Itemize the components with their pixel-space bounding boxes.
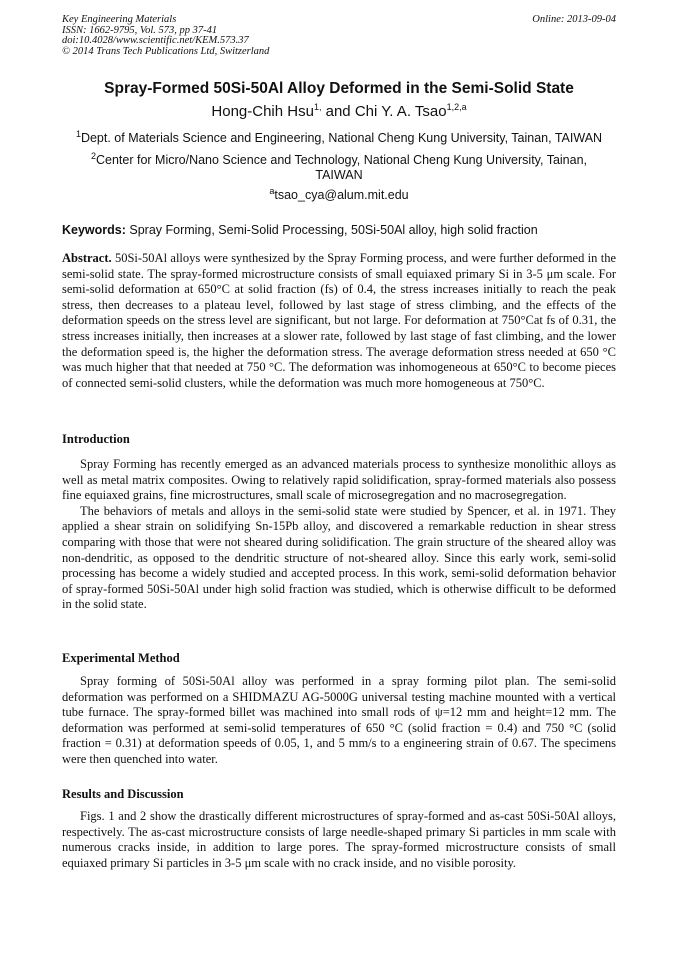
introduction-heading: Introduction xyxy=(62,432,130,446)
author-line xyxy=(0,103,678,120)
keywords-text: Spray Forming, Semi-Solid Processing, 50Si-50Al alloy, high solid fraction xyxy=(125,223,538,237)
author-conjunction: and xyxy=(321,103,355,120)
results-heading: Results and Discussion xyxy=(62,787,184,801)
keywords xyxy=(62,223,616,237)
introduction-paragraph-1: Spray Forming has recently emerged as an advanced materials process to synthesize monolithic alloys as well as metal matrix composites. Owing to relatively rapid solidification, spray-formed materials also possess fine equiaxed grains, fine microstructures, small scale of microsegregation and no macrosegregation. xyxy=(62,457,616,503)
journal-name: Key Engineering Materials xyxy=(62,14,177,25)
experimental-heading: Experimental Method xyxy=(62,651,180,665)
affiliation-2-marker: 2 xyxy=(90,150,96,161)
email-address: tsao_cya@alum.mit.edu xyxy=(274,188,409,202)
introduction-body xyxy=(62,457,616,613)
email-marker: a xyxy=(269,185,275,196)
affiliation-1-text: Dept. of Materials Science and Engineering, National Cheng Kung University, Tainan, TAIWAN xyxy=(80,131,603,145)
experimental-paragraph-1: Spray forming of 50Si-50Al alloy was performed in a spray forming pilot plan. The semi-solid deformation was performed on a SHIDMAZU AG-5000G universal testing machine mounted with a vertical tube furnace. The spray-formed billet was machined into small rods of ψ=12 mm and height=12 mm. The deformation was performed at semi-solid temperatures of 650 °C (solid fraction = 0.4) and 750 °C (solid fraction = 0.31) at deformation speeds of 0.05, 1, and 5 mm/s to a engineering strain of 0.67. The specimens were then quenched into water. xyxy=(62,674,616,766)
author-2: Chi Y. A. Tsao xyxy=(354,103,447,120)
affiliation-2 xyxy=(90,150,588,183)
keywords-label: Keywords: xyxy=(62,223,126,237)
affiliation-1-marker: 1 xyxy=(75,128,81,139)
introduction-paragraph-2: The behaviors of metals and alloys in the semi-solid state were studied by Spencer, et al. in 1971. They applied a shear strain on solidifying Sn-15Pb alloy, and discovered a remarkable reduction in shear stress comparing with those that were not sheared during solidification. The grain structure of the sheared alloy was non-dendritic, as opposed to the dendritic structure of not-sheared alloy. Since this early work, semi-solid processing has become a widely studied and accepted process. In this work, semi-solid deformation behavior of spray-formed 50Si-50Al under high solid fraction was studied, which is otherwise difficult to be deformed in the solid state. xyxy=(62,503,616,612)
journal-copyright: © 2014 Trans Tech Publications Ltd, Switzerland xyxy=(62,45,270,57)
author-2-affiliation: 1,2,a xyxy=(446,102,467,112)
author-1-affiliation: 1, xyxy=(313,102,322,112)
affiliation-2-text: Center for Micro/Nano Science and Technology, National Cheng Kung University, Tainan, TAIWAN xyxy=(96,153,588,182)
experimental-body xyxy=(62,674,616,768)
journal-header xyxy=(62,15,616,57)
abstract xyxy=(62,251,616,391)
affiliation-1 xyxy=(70,128,608,146)
abstract-label: Abstract. xyxy=(62,251,112,265)
paper-title: Spray-Formed 50Si-50Al Alloy Deformed in the Semi-Solid State xyxy=(104,80,574,97)
results-paragraph-1: Figs. 1 and 2 show the drastically different microstructures of spray-formed and as-cast 50Si-50Al alloys, respectively. The as-cast microstructure consists of large needle-shaped primary Si particles in mm scale with numerous cracks inside, in addition to large pores. The spray-formed microstructure consists of small equiaxed primary Si particles in 3-5 μm scale with no crack inside, and no visible porosity. xyxy=(62,809,616,870)
journal-doi: doi:10.4028/www.scientific.net/KEM.573.37 xyxy=(62,35,249,46)
journal-issn: ISSN: 1662-9795, Vol. 573, pp 37-41 xyxy=(62,24,218,36)
results-body xyxy=(62,809,616,871)
contact-email xyxy=(0,185,678,202)
online-date: Online: 2013-09-04 xyxy=(532,14,616,25)
author-1: Hong-Chih Hsu xyxy=(211,103,314,120)
abstract-text: 50Si-50Al alloys were synthesized by the Spray Forming process, and were further deformed in the semi-solid state. The spray-formed microstructure consists of small equiaxed primary Si in 3-5 μm scale. For semi-solid deformation at 650°C at solid fraction (fs) of 0.4, the stress increases initially to reach the peak stress, then decreases to a plateau level, followed by last stage of stress climbing, and the effects of the deformation speeds on the stress level are significant, but not large. For deformation at 750°Cat fs of 0.31, the stress increases initially, then increases at a slower rate, followed by last stage of fast climbing, and the lower the deformation speed is, the higher the deformation stress. The average deformation stress needed at 650 °C was much higher that that needed at 750 °C. The deformation was inhomogeneous at 650°C to become pieces of connected semi-solid clusters, while the deformation was much more homogeneous at 750°C. xyxy=(62,251,616,390)
